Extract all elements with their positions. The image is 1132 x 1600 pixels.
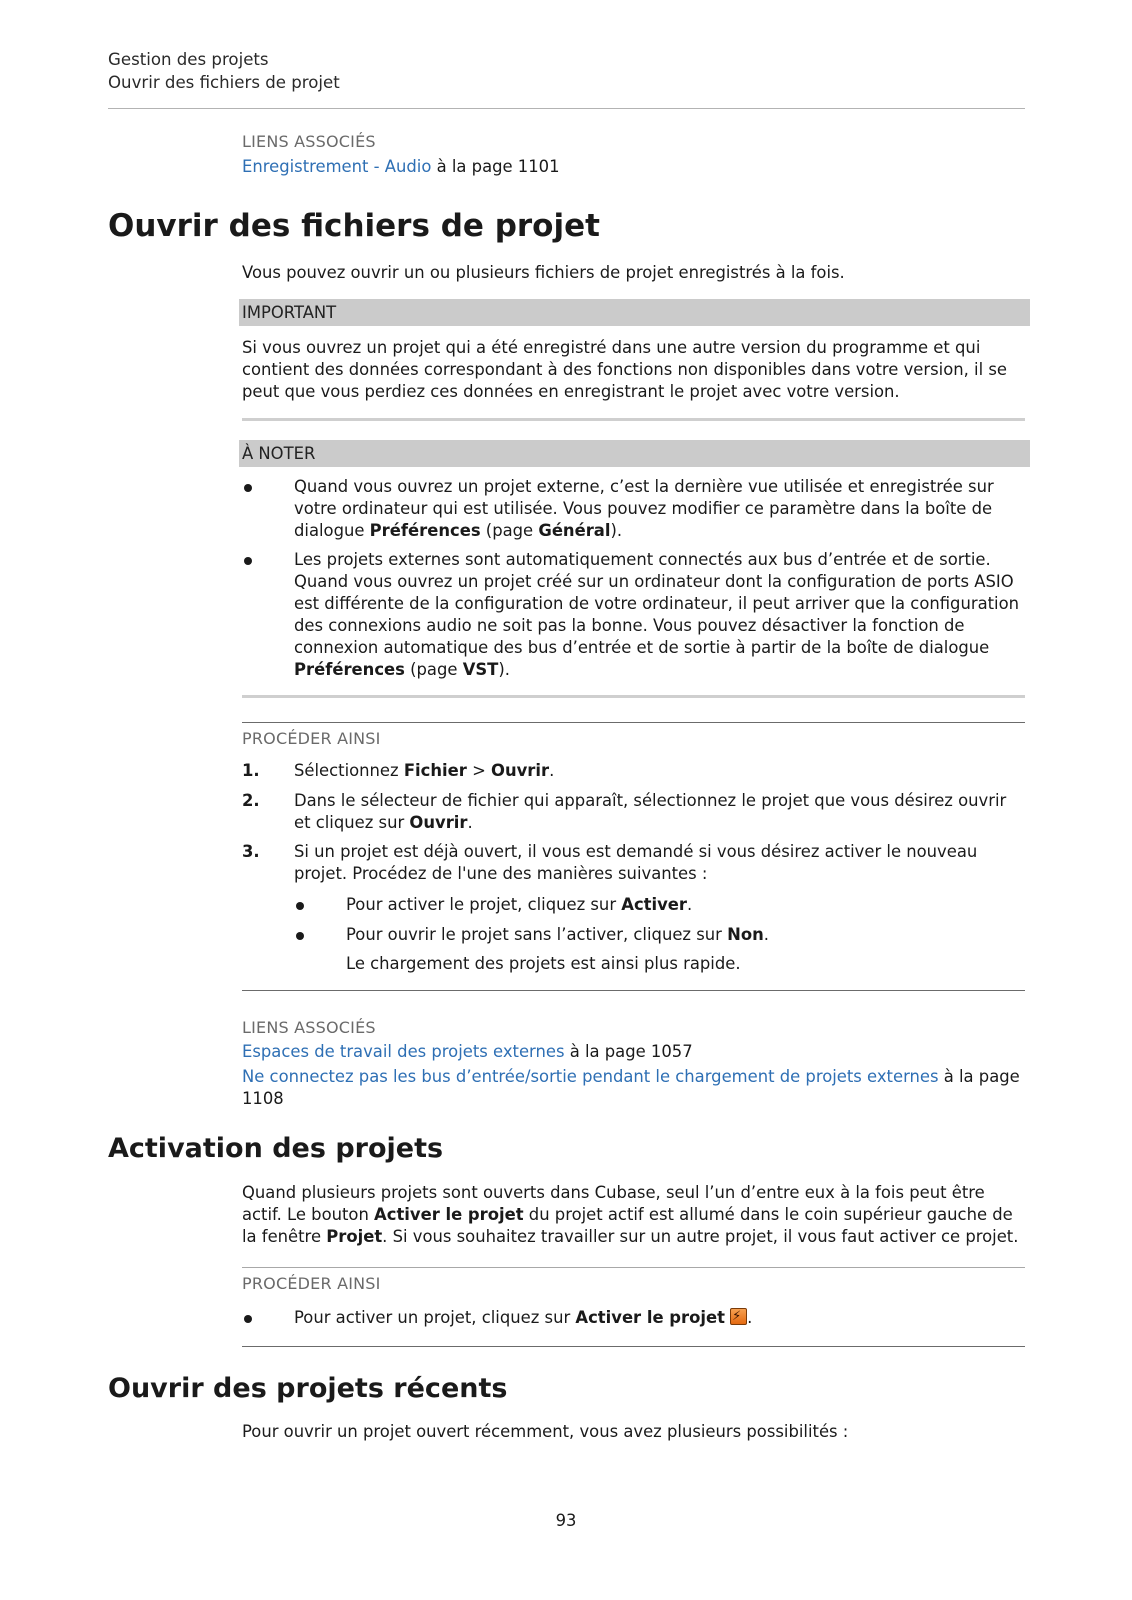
related-link[interactable]: Espaces de travail des projets externes bbox=[242, 1042, 565, 1061]
section-title-open-projects: Ouvrir des fichiers de projet bbox=[108, 208, 600, 244]
important-end-rule bbox=[242, 418, 1025, 421]
substep-result: Le chargement des projets est ainsi plus rapide. bbox=[346, 954, 741, 973]
procedure-end-rule bbox=[242, 1346, 1025, 1347]
step-text: Si un projet est déjà ouvert, il vous est demandé si vous désirez activer le nouveau projet. Procédez de l'une des manières suivantes : bbox=[294, 842, 978, 883]
page-number: 93 bbox=[555, 1511, 577, 1530]
bullet-icon bbox=[244, 484, 252, 492]
bullet-icon bbox=[296, 932, 304, 940]
bullet-icon bbox=[296, 902, 304, 910]
procedure-step: Pour activer un projet, cliquez sur Activer le projet ⚡ . bbox=[294, 1307, 1025, 1329]
procedure-label: PROCÉDER AINSI bbox=[242, 1274, 381, 1293]
note-end-rule bbox=[242, 695, 1025, 698]
note-label: À NOTER bbox=[239, 440, 1030, 467]
procedure-top-rule bbox=[242, 722, 1025, 723]
step-number: 3. bbox=[242, 842, 260, 861]
bullet-icon bbox=[244, 1315, 252, 1323]
step-number: 1. bbox=[242, 761, 260, 780]
activate-project-icon bbox=[730, 1308, 747, 1325]
related-link-item: Enregistrement - Audio à la page 1101 bbox=[242, 157, 560, 176]
step-text: Sélectionnez Fichier > Ouvrir. bbox=[294, 761, 555, 780]
running-header-chapter: Gestion des projets bbox=[108, 50, 269, 69]
related-links-label: LIENS ASSOCIÉS bbox=[242, 132, 376, 151]
bullet-icon bbox=[244, 557, 252, 565]
running-header-section: Ouvrir des fichiers de projet bbox=[108, 73, 340, 92]
section-intro: Pour ouvrir un projet ouvert récemment, vous avez plusieurs possibilités : bbox=[242, 1422, 849, 1441]
step-number: 2. bbox=[242, 791, 260, 810]
important-label: IMPORTANT bbox=[239, 299, 1030, 326]
procedure-label: PROCÉDER AINSI bbox=[242, 729, 381, 748]
substep-item: Pour activer le projet, cliquez sur Activer. bbox=[346, 895, 693, 914]
substep-item: Pour ouvrir le projet sans l’activer, cliquez sur Non. bbox=[346, 925, 769, 944]
related-link[interactable]: Ne connectez pas les bus d’entrée/sortie pendant le chargement de projets externes bbox=[242, 1067, 939, 1086]
note-item: Les projets externes sont automatiquement connectés aux bus d’entrée et de sortie. Quand vous ouvrez un projet créé sur un ordinateur dont la configuration de ports ASIO est différente de la configuration de votre ordinateur, il peut arriver que la configuration des connexions audio ne soit pas la bonne. Vous pouvez désactiver la fonction de connexion automatique des bus d’entrée et de sortie à partir de la boîte de dialogue Préférences (page VST). bbox=[294, 550, 1020, 679]
related-link-item: Ne connectez pas les bus d’entrée/sortie pendant le chargement de projets externes à la page 1108 bbox=[242, 1067, 1020, 1108]
procedure-end-rule bbox=[242, 990, 1025, 991]
section-intro: Vous pouvez ouvrir un ou plusieurs fichiers de projet enregistrés à la fois. bbox=[242, 263, 845, 282]
section-title-activation: Activation des projets bbox=[108, 1133, 444, 1164]
important-text: Si vous ouvrez un projet qui a été enregistré dans une autre version du programme et qui contient des données correspondant à des fonctions non disponibles dans votre version, il se peut que vous perdiez ces données en enregistrant le projet avec votre version. bbox=[242, 338, 1007, 401]
section-paragraph: Quand plusieurs projets sont ouverts dans Cubase, seul l’un d’entre eux à la fois peut être actif. Le bouton Activer le projet du projet actif est allumé dans le coin supérieur gauche de la fenêtre Projet. Si vous souhaitez travailler sur un autre projet, il vous faut activer ce projet. bbox=[242, 1183, 1019, 1246]
step-text: Dans le sélecteur de fichier qui apparaît, sélectionnez le projet que vous désirez ouvrir et cliquez sur Ouvrir. bbox=[294, 791, 1007, 832]
section-title-recent-projects: Ouvrir des projets récents bbox=[108, 1373, 508, 1404]
related-link-item: Espaces de travail des projets externes à la page 1057 bbox=[242, 1042, 693, 1061]
header-divider bbox=[108, 108, 1025, 109]
related-link[interactable]: Enregistrement - Audio bbox=[242, 157, 432, 176]
note-item: Quand vous ouvrez un projet externe, c’est la dernière vue utilisée et enregistrée sur votre ordinateur qui est utilisée. Vous pouvez modifier ce paramètre dans la boîte de dialogue Préférences (page Général). bbox=[294, 477, 994, 540]
procedure-top-rule bbox=[242, 1267, 1025, 1268]
related-links-label: LIENS ASSOCIÉS bbox=[242, 1018, 376, 1037]
